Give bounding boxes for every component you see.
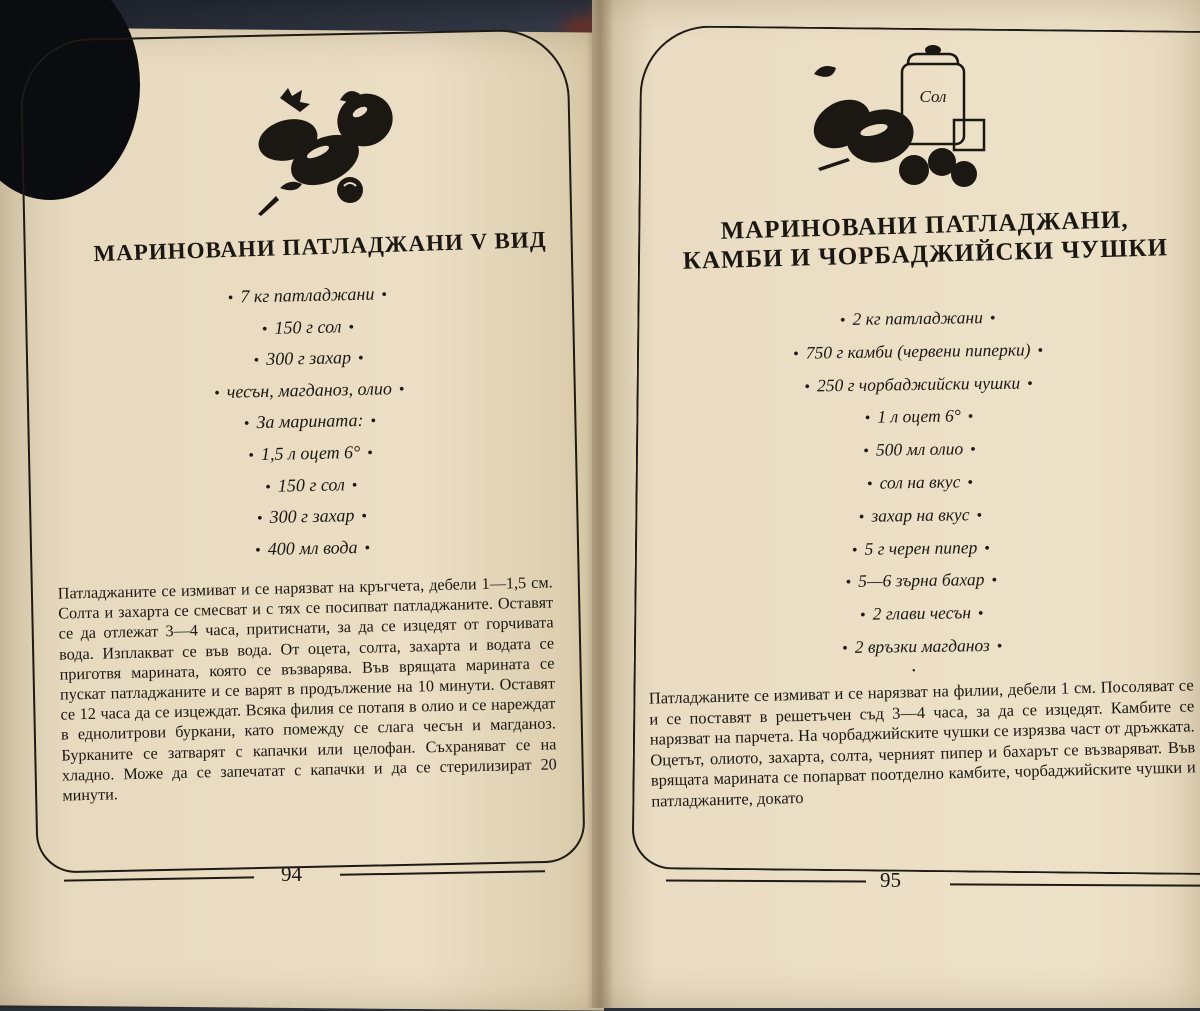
ingredient-item: • захар на вкус • (680, 495, 1160, 534)
ingredient-item: • 2 глави чесън • (682, 594, 1162, 633)
right-ingredient-list (678, 299, 1163, 666)
salt-jar-vegetables-illustration-icon (804, 44, 1004, 194)
jar-label: Сол (919, 87, 947, 106)
ingredient-item: • За марината: • (100, 402, 521, 442)
left-instructions: Патладжаните се измиват и се нарязват на кръгчета, дебели 1—1,5 см. Солта и захарта се смесват и с тях се посипват патладжаните. Оставят се да отлежат 3—4 часа, притиснати, за да се изцедят от горчивата вода. Изплакват се във вода. От оцета, солта, захарта и водата се приготвя марината, която се възварява. Във врящата марината се пускат патладжаните и се варят в продължение на 10 минути. Оставят се 12 часа да се изцеждат. Всяка филия се потапя в олио и се нареждат в еднолитрови буркани, като помежду се слага чесън и магданоз. Бурканите се затварят с капачки или целофан. Съхраняват се на хладно. Може да се запечатат с капачки и да се стерилизират 20 минути. (57, 573, 557, 805)
ingredient-item: • 2 връзки магданоз • (682, 627, 1162, 666)
ingredient-item: • 2 кг патладжани • (678, 299, 1158, 338)
ingredient-item: • 150 г сол • (101, 465, 522, 505)
ingredient-item: • 150 г сол • (98, 307, 519, 347)
left-recipe-title: МАРИНОВАНИ ПАТЛАДЖАНИ V ВИД (93, 226, 547, 267)
ingredient-item: • 5—6 зърна бахар • (681, 561, 1161, 600)
right-instructions: Патладжаните се измиват и се нарязват на филии, дебели 1 см. Посоляват се и се поставят в решетъчен съд 3—4 часа, за да се изцедят. Камбите се нарязват на парчета. На чорбаджийските чушки се изрязва част от дръжката. Оцетът, олиото, захарта, солта, черният пипер и бахарът се възваряват. Във врящата марината се попарват поотделно камбите, чорбаджийските чушки и патладжаните, докато (648, 675, 1196, 811)
ingredient-item: • 300 г захар • (98, 339, 519, 379)
ingredient-item: • 1,5 л оцет 6° • (100, 434, 521, 474)
stray-dot: • (912, 666, 916, 677)
ingredient-item: • 7 кг патладжани • (97, 276, 518, 316)
eggplant-illustration-icon (240, 78, 395, 218)
ingredient-item: • 5 г черен пипер • (681, 528, 1161, 567)
left-page-number: 94 (281, 862, 302, 886)
ingredient-item: • сол на вкус • (680, 463, 1160, 502)
right-page-number: 95 (880, 868, 901, 892)
left-ingredient-list (97, 276, 523, 569)
ingredient-item: • 1 л оцет 6° • (679, 397, 1159, 436)
book-gutter (586, 0, 614, 1008)
ingredient-item: • 500 мл олио • (679, 430, 1159, 469)
ingredient-item: • 300 г захар • (102, 497, 523, 537)
ingredient-item: • 750 г камби (червени пиперки) • (678, 331, 1158, 370)
ingredient-item: • чесън, магданоз, олио • (99, 370, 520, 410)
right-title-line2: КАМБИ И ЧОРБАДЖИЙСКИ ЧУШКИ (682, 233, 1169, 275)
ingredient-item: • 400 мл вода • (102, 528, 523, 568)
ingredient-item: • 250 г чорбаджийски чушки • (678, 364, 1158, 403)
right-title-line1: МАРИНОВАНИ ПАТЛАДЖАНИ, (720, 206, 1129, 245)
